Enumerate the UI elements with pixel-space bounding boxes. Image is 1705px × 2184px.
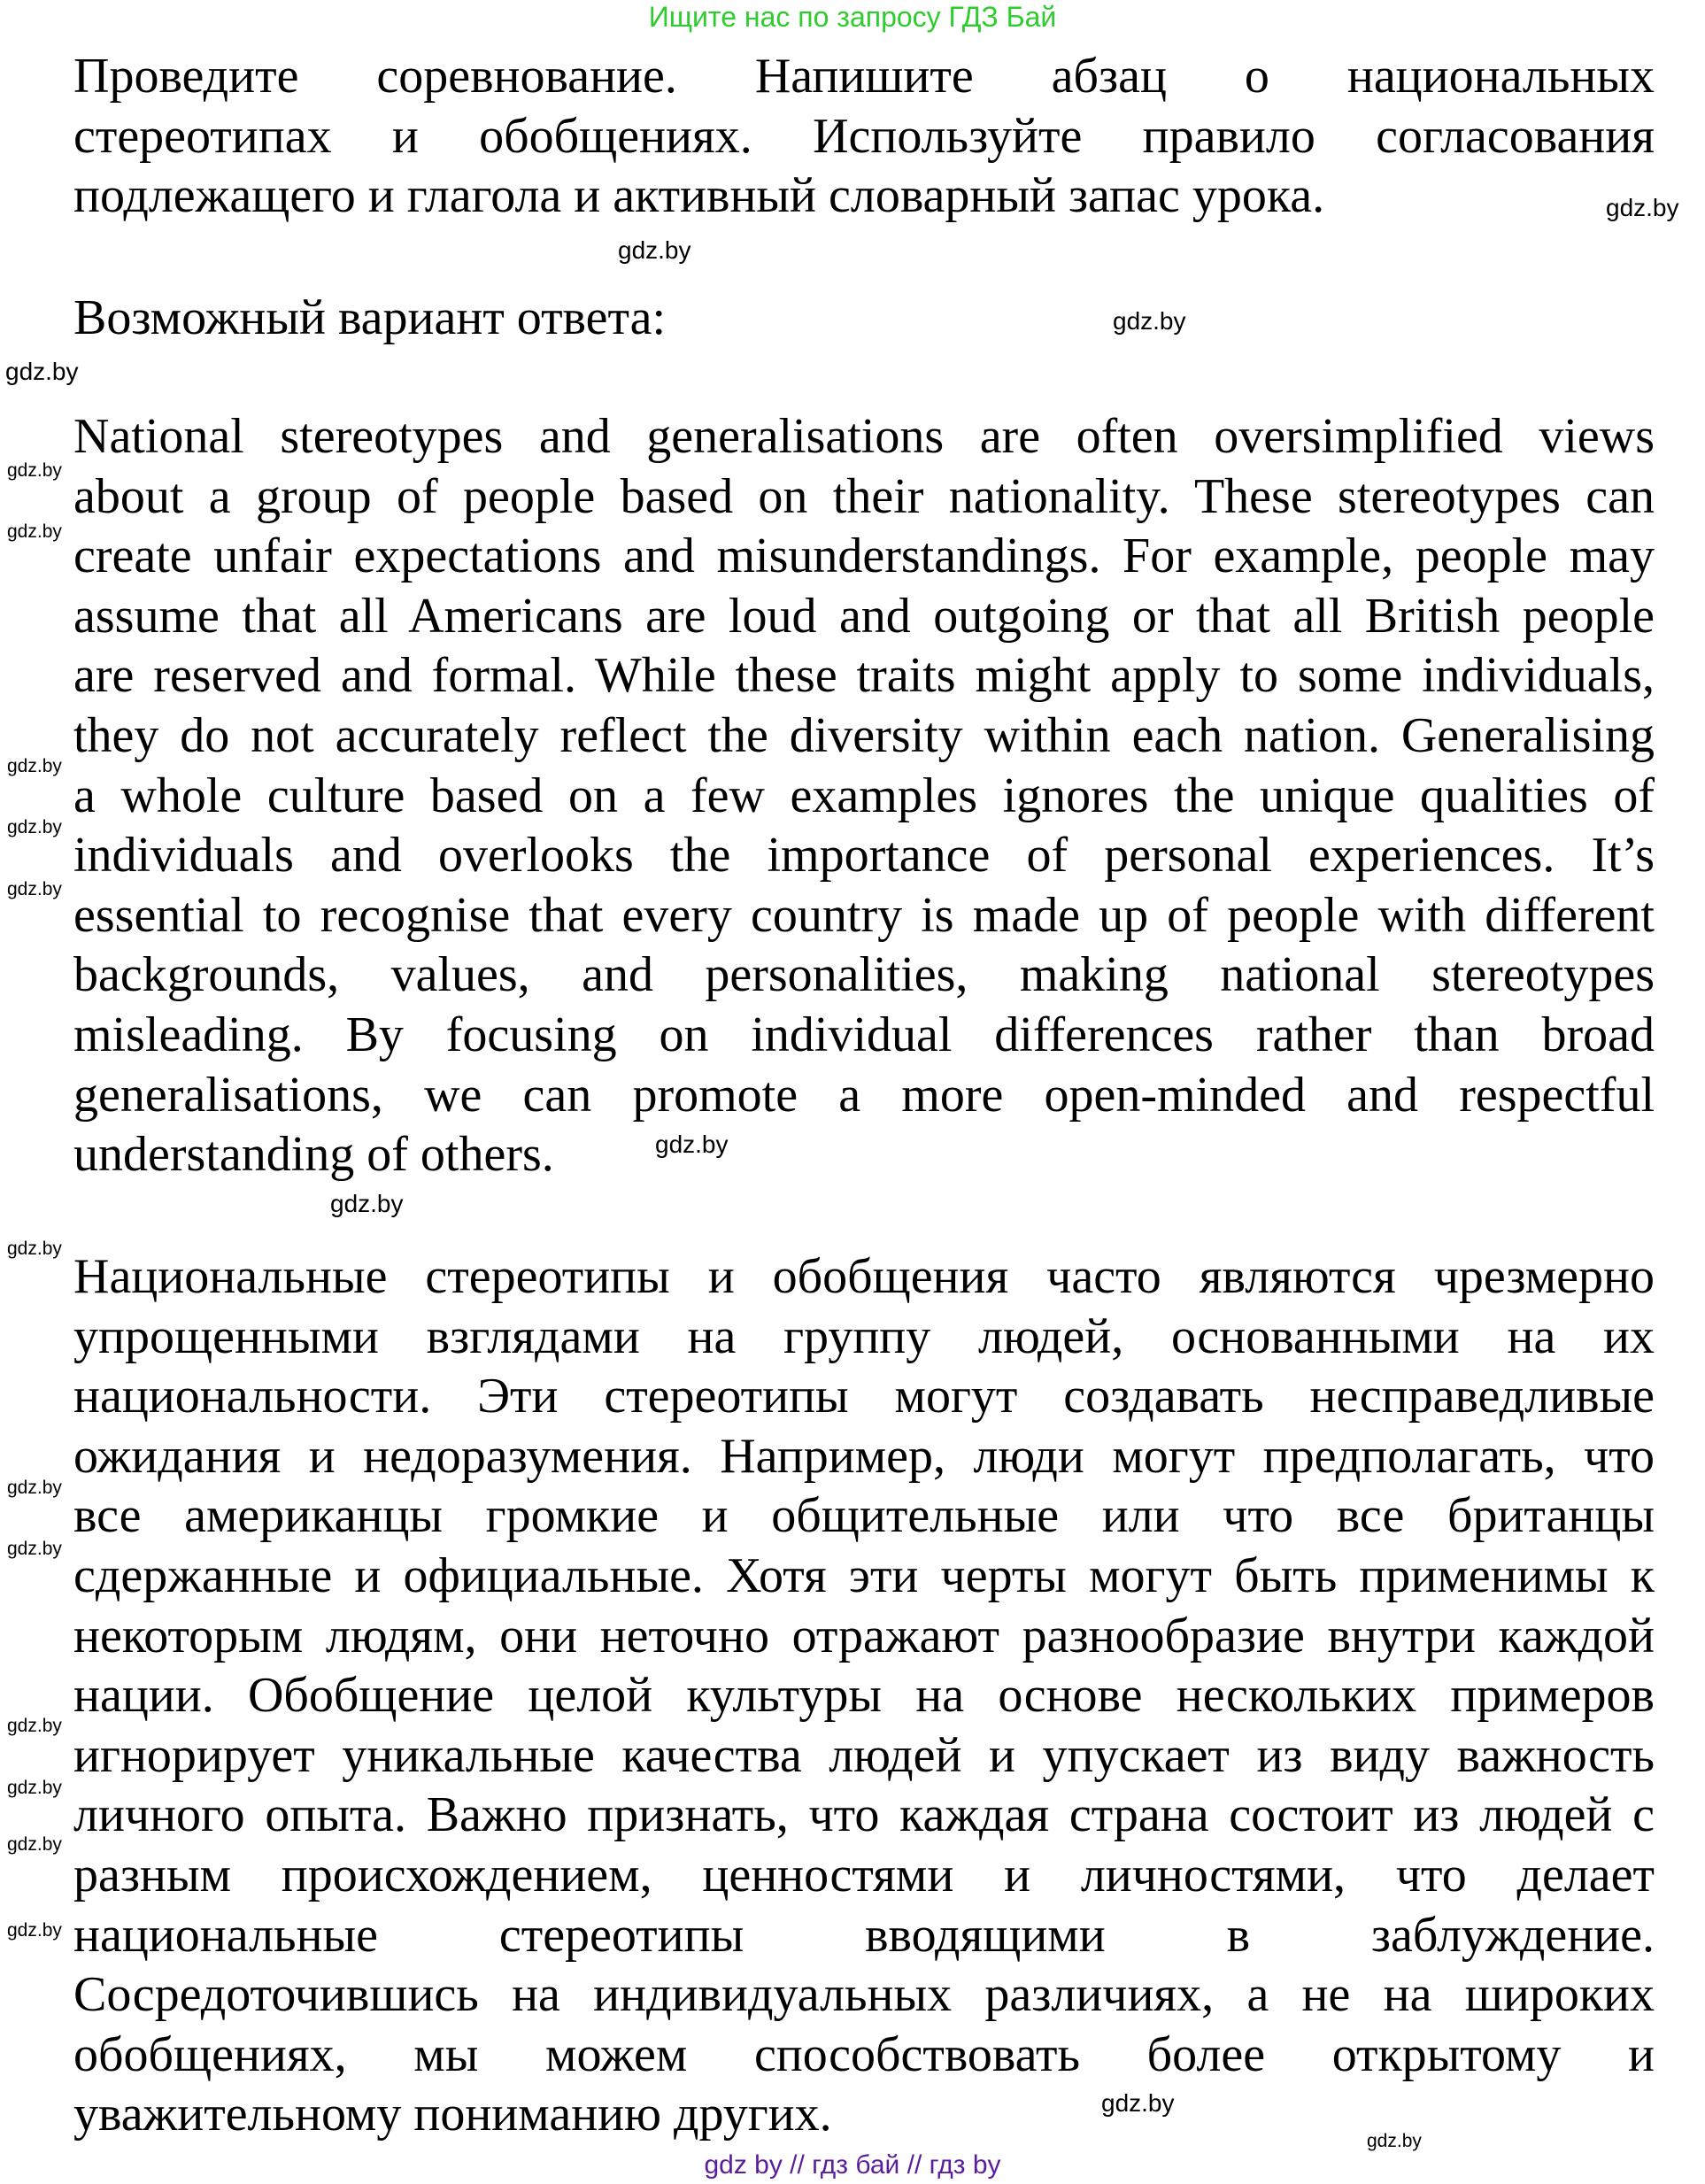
text-line: ожидания и недоразумения. Например, люди могут предполагать, что — [73, 1428, 1655, 1484]
text-line: backgrounds, values, and personalities, making national stereotypes — [73, 947, 1655, 1003]
watermark: gdz.by — [7, 1478, 62, 1498]
text-line: стереотипах и обобщениях. Используйте правило согласования — [73, 108, 1655, 164]
text-line: they do not accurately reflect the diversity within each nation. Generalising — [73, 707, 1655, 763]
site-footer: gdz by // гдз бай // гдз by — [704, 2150, 1001, 2180]
text-line: личного опыта. Важно признать, что каждая страна состоит из людей с — [73, 1787, 1655, 1843]
text-line: разным происхождением, ценностями и личностями, что делает — [73, 1847, 1655, 1902]
text-line: misleading. By focusing on individual differences rather than broad — [73, 1007, 1655, 1062]
watermark: gdz.by — [1367, 2131, 1422, 2151]
text-line: подлежащего и глагола и активный словарный запас урока. — [73, 168, 1325, 224]
task-paragraph — [73, 47, 1655, 227]
watermark: gdz.by — [7, 1778, 62, 1798]
text-line: individuals and overlooks the importance of personal experiences. It’s — [73, 828, 1655, 884]
watermark: gdz.by — [330, 1190, 404, 1217]
text-line: are reserved and formal. While these traits might apply to some individuals, — [73, 648, 1655, 704]
text-line: некоторым людям, они неточно отражают разнообразие внутри каждой — [73, 1608, 1655, 1663]
watermark: gdz.by — [1101, 2089, 1175, 2117]
text-line: generalisations, we can promote a more open-minded and respectful — [73, 1067, 1655, 1123]
english-answer-paragraph — [73, 407, 1655, 1185]
text-line: understanding of others. — [73, 1127, 554, 1183]
watermark: gdz.by — [7, 1239, 62, 1259]
text-line: игнорирует уникальные качества людей и упускает из виду важность — [73, 1727, 1655, 1783]
watermark: gdz.by — [7, 521, 62, 542]
watermark: gdz.by — [618, 236, 691, 264]
text-line: нации. Обобщение целой культуры на основе нескольких примеров — [73, 1668, 1655, 1724]
text-line: Проведите соревнование. Напишите абзац о национальных — [73, 49, 1655, 104]
watermark: gdz.by — [7, 1834, 62, 1855]
text-line: about a group of people based on their nationality. These stereotypes can — [73, 468, 1655, 524]
text-line: сдержанные и официальные. Хотя эти черты могут быть применимы к — [73, 1547, 1655, 1603]
watermark: gdz.by — [7, 817, 62, 837]
watermark: gdz.by — [7, 756, 62, 776]
text-line: обобщениях, мы можем способствовать более открытому и — [73, 2026, 1655, 2082]
watermark: gdz.by — [7, 879, 62, 899]
watermark: gdz.by — [7, 460, 62, 481]
text-line: assume that all Americans are loud and outgoing or that all British people — [73, 588, 1655, 644]
text-line: национальные стереотипы вводящими в заблуждение. — [73, 1907, 1655, 1963]
text-line: национальности. Эти стереотипы могут создавать несправедливые — [73, 1369, 1655, 1424]
watermark: gdz.by — [7, 1716, 62, 1736]
text-line: все американцы громкие и общительные или что все британцы — [73, 1488, 1655, 1544]
text-line: National stereotypes and generalisations are often oversimplified views — [73, 409, 1655, 464]
text-line: Возможный вариант ответа: — [73, 290, 667, 345]
text-line: упрощенными взглядами на группу людей, основанными на их — [73, 1308, 1655, 1364]
text-line: Сосредоточившись на индивидуальных различиях, а не на широких — [73, 1967, 1655, 2023]
watermark: gdz.by — [7, 1539, 62, 1559]
watermark: gdz.by — [1113, 307, 1186, 335]
answer-heading — [73, 289, 1655, 349]
text-line: уважительному пониманию других. — [73, 2087, 832, 2142]
text-line: Национальные стереотипы и обобщения часто являются чрезмерно — [73, 1249, 1655, 1304]
watermark: gdz.by — [7, 1920, 62, 1941]
watermark: gdz.by — [1606, 194, 1679, 221]
site-banner: Ищите нас по запросу ГДЗ Бай — [648, 1, 1057, 33]
watermark: gdz.by — [655, 1131, 729, 1158]
text-line: a whole culture based on a few examples ignores the unique qualities of — [73, 768, 1655, 823]
text-line: create unfair expectations and misunderstandings. For example, people may — [73, 529, 1655, 584]
watermark: gdz.by — [5, 358, 79, 385]
russian-translation-paragraph — [73, 1247, 1655, 2145]
text-line: essential to recognise that every country is made up of people with different — [73, 887, 1655, 943]
